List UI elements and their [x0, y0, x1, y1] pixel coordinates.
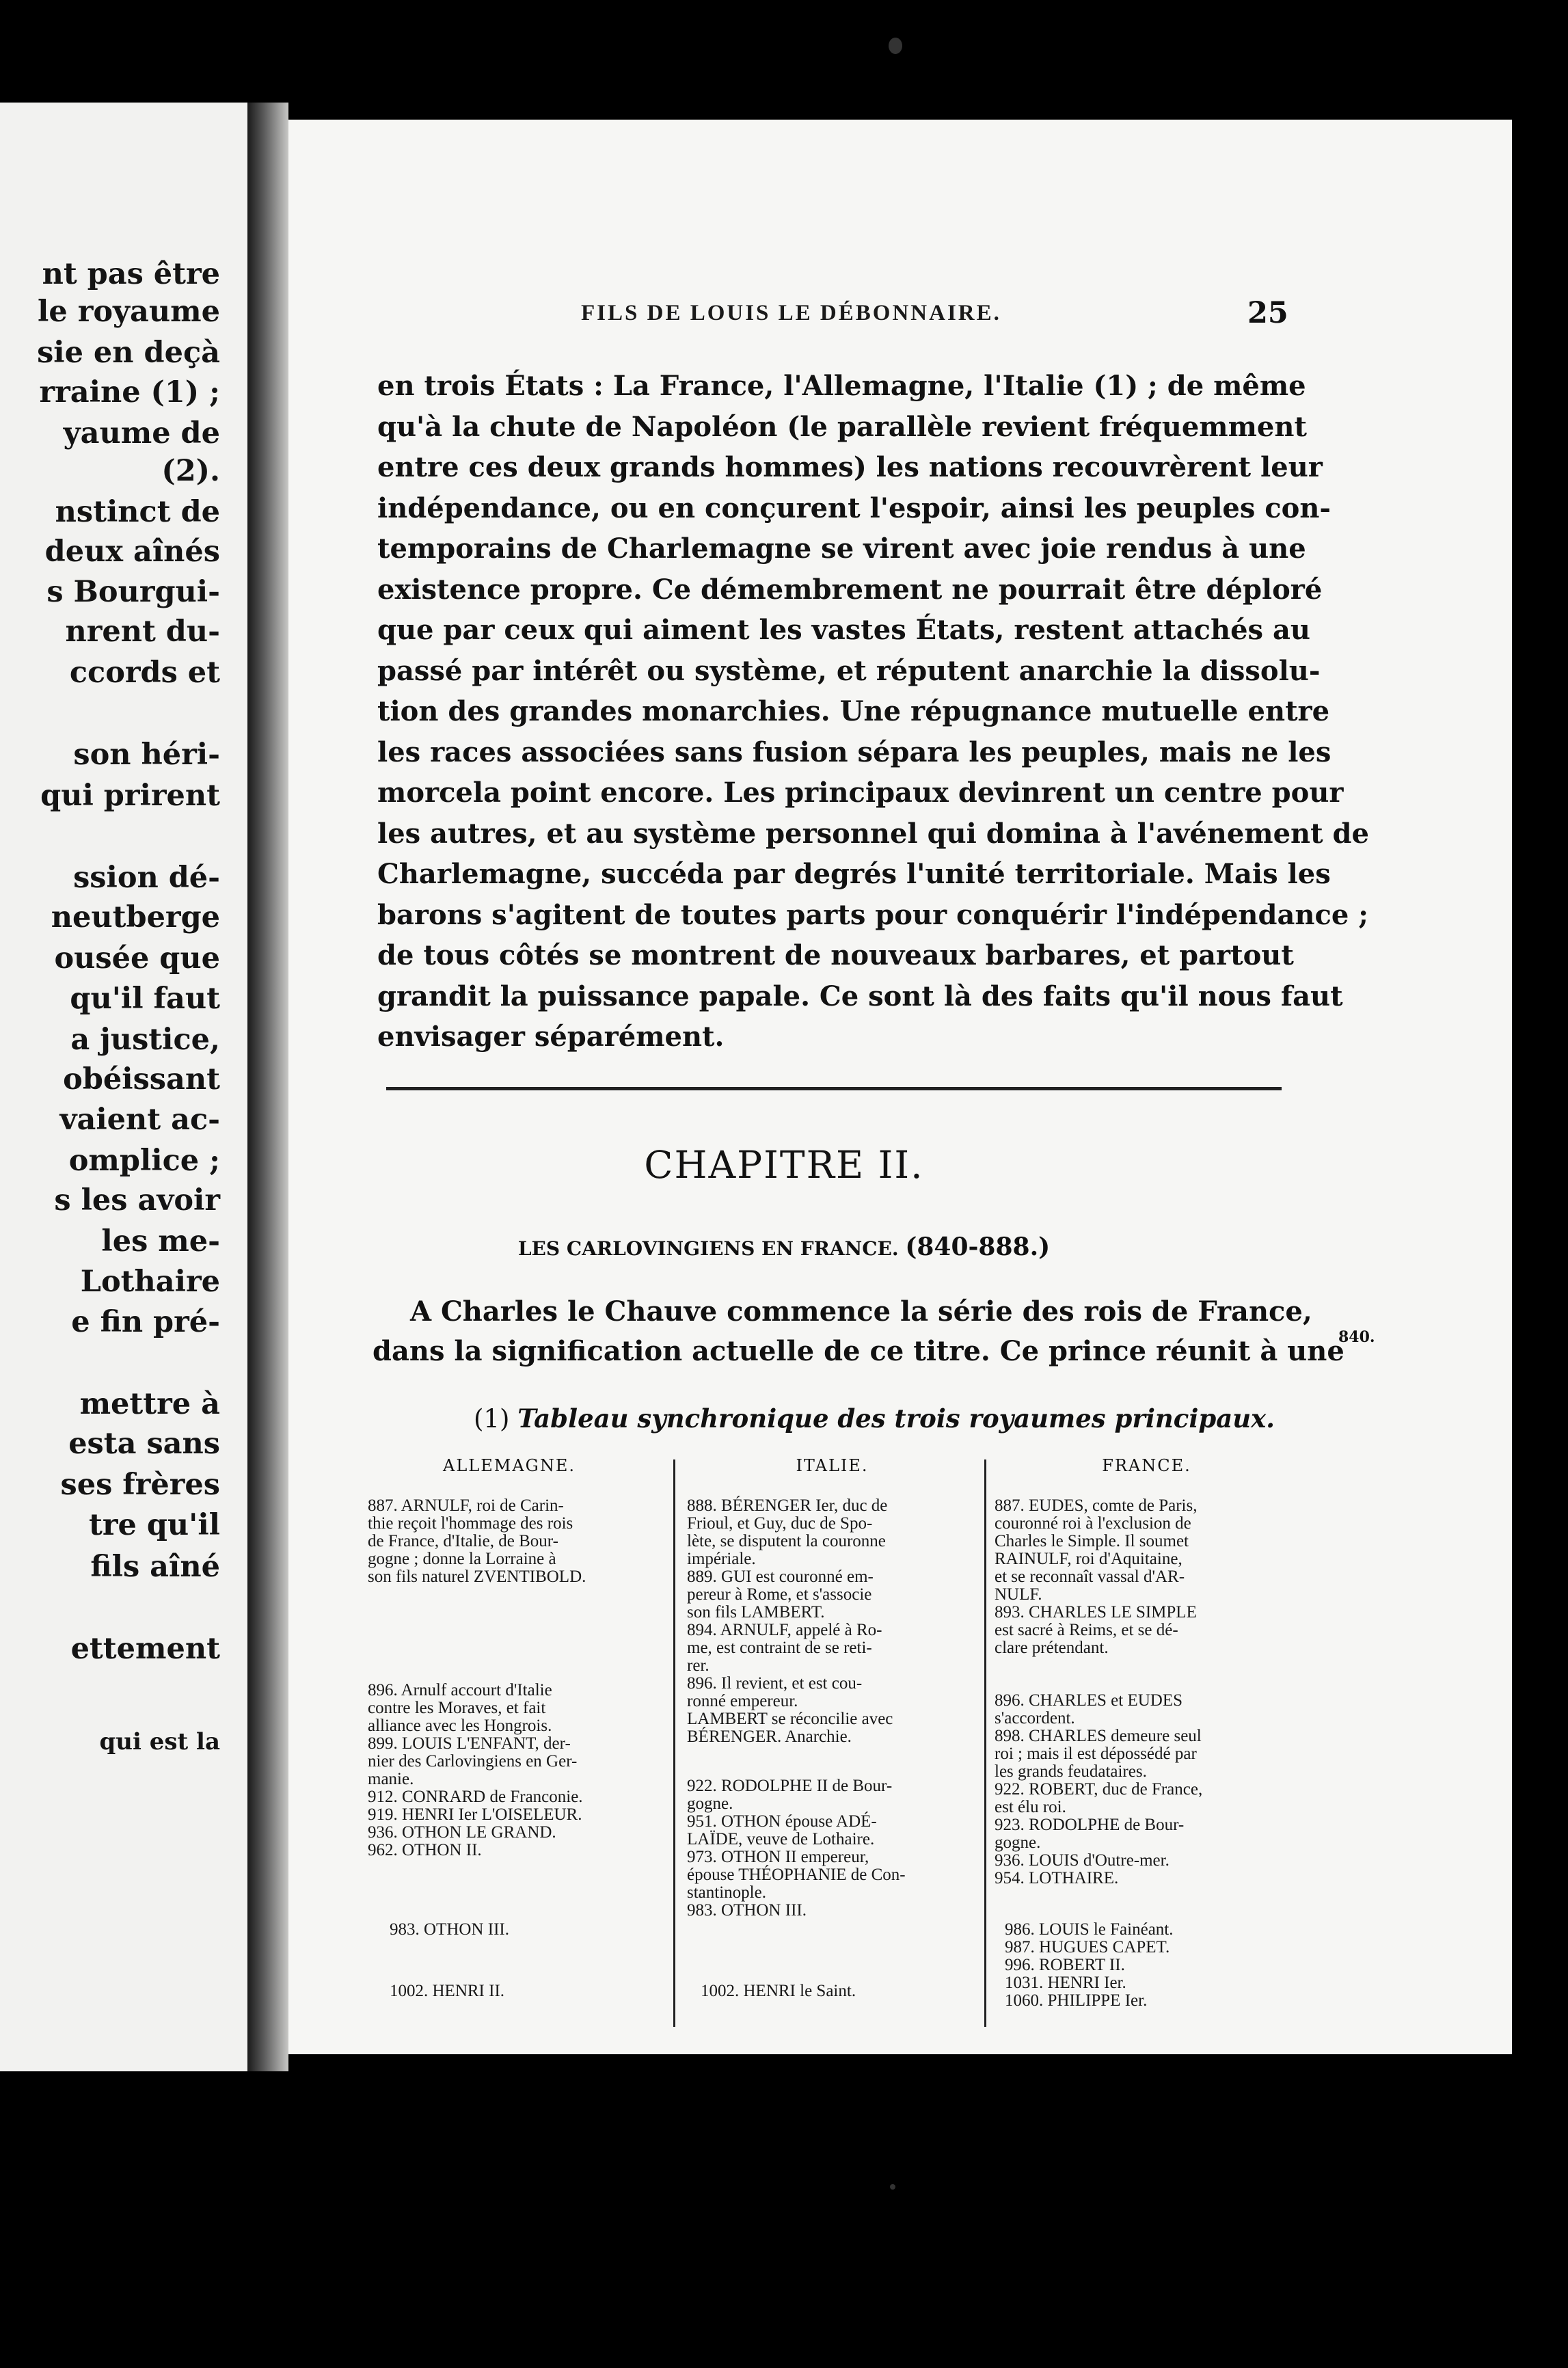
left-page-line: nt pas être: [42, 257, 220, 291]
table-entry: 888. BÉRENGER Ier, duc de Frioul, et Guy, duc de Spo- lète, se disputent la couronne impériale. 889. GUI est couronné em- pereur à Rome, et s'associe son fils LAMBERT. 894. ARNULF, appelé à Ro- me, est contraint de se reti- rer. 896. Il revient, et est cou- ronné empereur. LAMBERT se réconcilie avec BÉRENGER. Anarchie.: [687, 1496, 893, 1746]
footnote: [474, 1403, 1275, 1434]
left-page-line: yaume de: [63, 416, 220, 450]
table-entry: 896. CHARLES et EUDES s'accordent. 898. CHARLES demeure seul roi ; mais il est dépossédé par les grands feudataires. 922. ROBERT, duc de France, est élu roi. 923. RODOLPHE de Bour- gogne. 936. LOUIS d'Outre-mer. 954. LOTHAIRE.: [995, 1691, 1203, 1887]
book-gutter: [247, 103, 288, 2071]
left-page-line: ettement: [70, 1632, 220, 1666]
table-entry: 887. EUDES, comte de Paris, couronné roi à l'exclusion de Charles le Simple. Il soumet RAINULF, roi d'Aquitaine, et se reconnaît vassal d'AR- NULF. 893. CHARLES LE SIMPLE est sacré à Reims, et se dé- clare prétendant.: [995, 1496, 1198, 1657]
chapter-rule: [386, 1087, 1282, 1090]
column-rule: [984, 1459, 986, 2027]
left-page-line: qui est la: [99, 1728, 220, 1755]
chapter-subtitle: [0, 1233, 1568, 1261]
text-line: passé par intérêt ou système, et réputent anarchie la dissolu-: [377, 654, 1321, 687]
facing-page-left: [0, 103, 247, 2071]
table-entry: 983. OTHON III.: [390, 1920, 509, 1939]
text-line: tion des grandes monarchies. Une répugnance mutuelle entre: [377, 695, 1330, 727]
text-line: indépendance, ou en conçurent l'espoir, ainsi les peuples con-: [377, 492, 1331, 524]
table-entry: 887. ARNULF, roi de Carin- thie reçoit l'hommage des rois de France, d'Italie, de Bour- gogne ; donne la Lorraine à son fils naturel ZVENTIBOLD.: [368, 1496, 586, 1586]
table-entry: 896. Arnulf accourt d'Italie contre les Moraves, et fait alliance avec les Hongrois. 899. LOUIS L'ENFANT, der- nier des Carlovingiens en Ger- manie. 912. CONRARD de Franconie. 919. HENRI Ier L'OISELEUR. 936. OTHON LE GRAND. 962. OTHON II.: [368, 1681, 583, 1859]
text-line: les autres, et au système personnel qui domina à l'avénement de: [377, 817, 1369, 850]
text-line: A Charles le Chauve commence la série des rois de France,: [410, 1295, 1312, 1328]
text-line: entre ces deux grands hommes) les nations recouvrèrent leur: [377, 451, 1323, 483]
chapter-paragraph: [373, 1292, 1344, 1371]
text-line: en trois États : La France, l'Allemagne, l'Italie (1) ; de même: [377, 370, 1306, 402]
left-page-line: nstinct de: [55, 495, 220, 529]
left-page-line: son héri-: [73, 738, 220, 772]
left-page-line: rraine (1) ;: [39, 375, 220, 409]
left-page-line: mettre à: [79, 1387, 220, 1421]
text-line: barons s'agitent de toutes parts pour conquérir l'indépendance ;: [377, 898, 1368, 931]
left-page-line: qu'il faut: [70, 982, 220, 1016]
text-line: envisager séparément.: [377, 1021, 725, 1053]
text-line: les races associées sans fusion sépara les peuples, mais ne les: [377, 736, 1332, 768]
left-page-line: deux aînés: [44, 535, 220, 569]
text-line: que par ceux qui aiment les vastes États, restent attachés au: [377, 614, 1310, 646]
left-page-line: vaient ac-: [59, 1103, 220, 1137]
scan-speck: [889, 38, 902, 54]
left-page-line: sie en deçà: [37, 336, 220, 370]
left-page-line: a justice,: [70, 1023, 220, 1057]
footnote-text: Tableau synchronique des trois royaumes principaux.: [517, 1403, 1275, 1434]
table-entry: 1002. HENRI le Saint.: [701, 1982, 856, 2000]
table-entry: 1002. HENRI II.: [390, 1982, 505, 2000]
left-page-line: ousée que: [54, 941, 220, 976]
footnote-number: (1): [474, 1404, 510, 1434]
chapter-dates: (840-888.): [905, 1233, 1051, 1261]
left-page-line: ses frères: [60, 1468, 220, 1502]
column-header-italie: ITALIE.: [796, 1456, 869, 1475]
left-page-line: qui prirent: [40, 779, 220, 813]
column-rule: [673, 1459, 675, 2027]
page-number: 25: [1247, 296, 1288, 330]
left-page-line: e fin pré-: [71, 1305, 220, 1339]
left-page-line: omplice ;: [68, 1144, 220, 1178]
column-italie: [687, 1456, 977, 1494]
column-header-allemagne: ALLEMAGNE.: [443, 1456, 576, 1475]
text-line: grandit la puissance papale. Ce sont là des faits qu'il nous faut: [377, 980, 1343, 1012]
left-page-line: Lothaire: [80, 1265, 220, 1299]
text-line: de tous côtés se montrent de nouveaux barbares, et partout: [377, 939, 1294, 971]
text-line: existence propre. Ce démembrement ne pourrait être déploré: [377, 573, 1323, 606]
left-page-line: ssion dé-: [73, 861, 220, 895]
table-entry: 986. LOUIS le Fainéant. 987. HUGUES CAPET. 996. ROBERT II. 1031. HENRI Ier. 1060. PHILIPPE Ier.: [1005, 1920, 1174, 2010]
chapter-subtitle-text: LES CARLOVINGIENS EN FRANCE.: [517, 1237, 899, 1260]
left-page-line: le royaume: [38, 295, 220, 329]
left-page-line: ccords et: [69, 656, 220, 690]
synchronic-table: [362, 1456, 1299, 2051]
left-page-line: s les avoir: [54, 1183, 220, 1217]
text-line: dans la signification actuelle de ce titre. Ce prince réunit à une: [373, 1335, 1344, 1367]
left-page-line: nrent du-: [65, 615, 220, 649]
scan-speck: [890, 2184, 895, 2190]
left-page-line: les me-: [101, 1224, 220, 1259]
text-line: qu'à la chute de Napoléon (le parallèle revient fréquemment: [377, 410, 1307, 443]
left-page-line: fils aîné: [90, 1550, 220, 1584]
text-line: Charlemagne, succéda par degrés l'unité territoriale. Mais les: [377, 858, 1331, 890]
body-paragraph: [377, 366, 1369, 1058]
column-allemagne: [362, 1456, 656, 1494]
left-page-line: neutberge: [51, 900, 220, 934]
column-header-france: FRANCE.: [1102, 1456, 1191, 1475]
text-line: morcela point encore. Les principaux devinrent un centre pour: [377, 777, 1344, 809]
left-page-line: esta sans: [68, 1427, 220, 1461]
text-line: temporains de Charlemagne se virent avec joie rendus à une: [377, 533, 1306, 565]
left-page-line: (2).: [161, 454, 220, 488]
left-page-line: tre qu'il: [88, 1508, 220, 1542]
running-title: FILS DE LOUIS LE DÉBONNAIRE.: [581, 301, 1001, 325]
left-page-line: obéissant: [63, 1062, 220, 1096]
margin-date: 840.: [1338, 1328, 1375, 1346]
table-entry: 922. RODOLPHE II de Bour- gogne. 951. OTHON épouse ADÉ- LAÏDE, veuve de Lothaire. 973. OTHON II empereur, épouse THÉOPHANIE de Con- stantinople. 983. OTHON III.: [687, 1777, 906, 1920]
left-page-line: s Bourgui-: [46, 575, 220, 609]
chapter-title: CHAPITRE II.: [644, 1143, 924, 1187]
column-france: [995, 1456, 1299, 1494]
